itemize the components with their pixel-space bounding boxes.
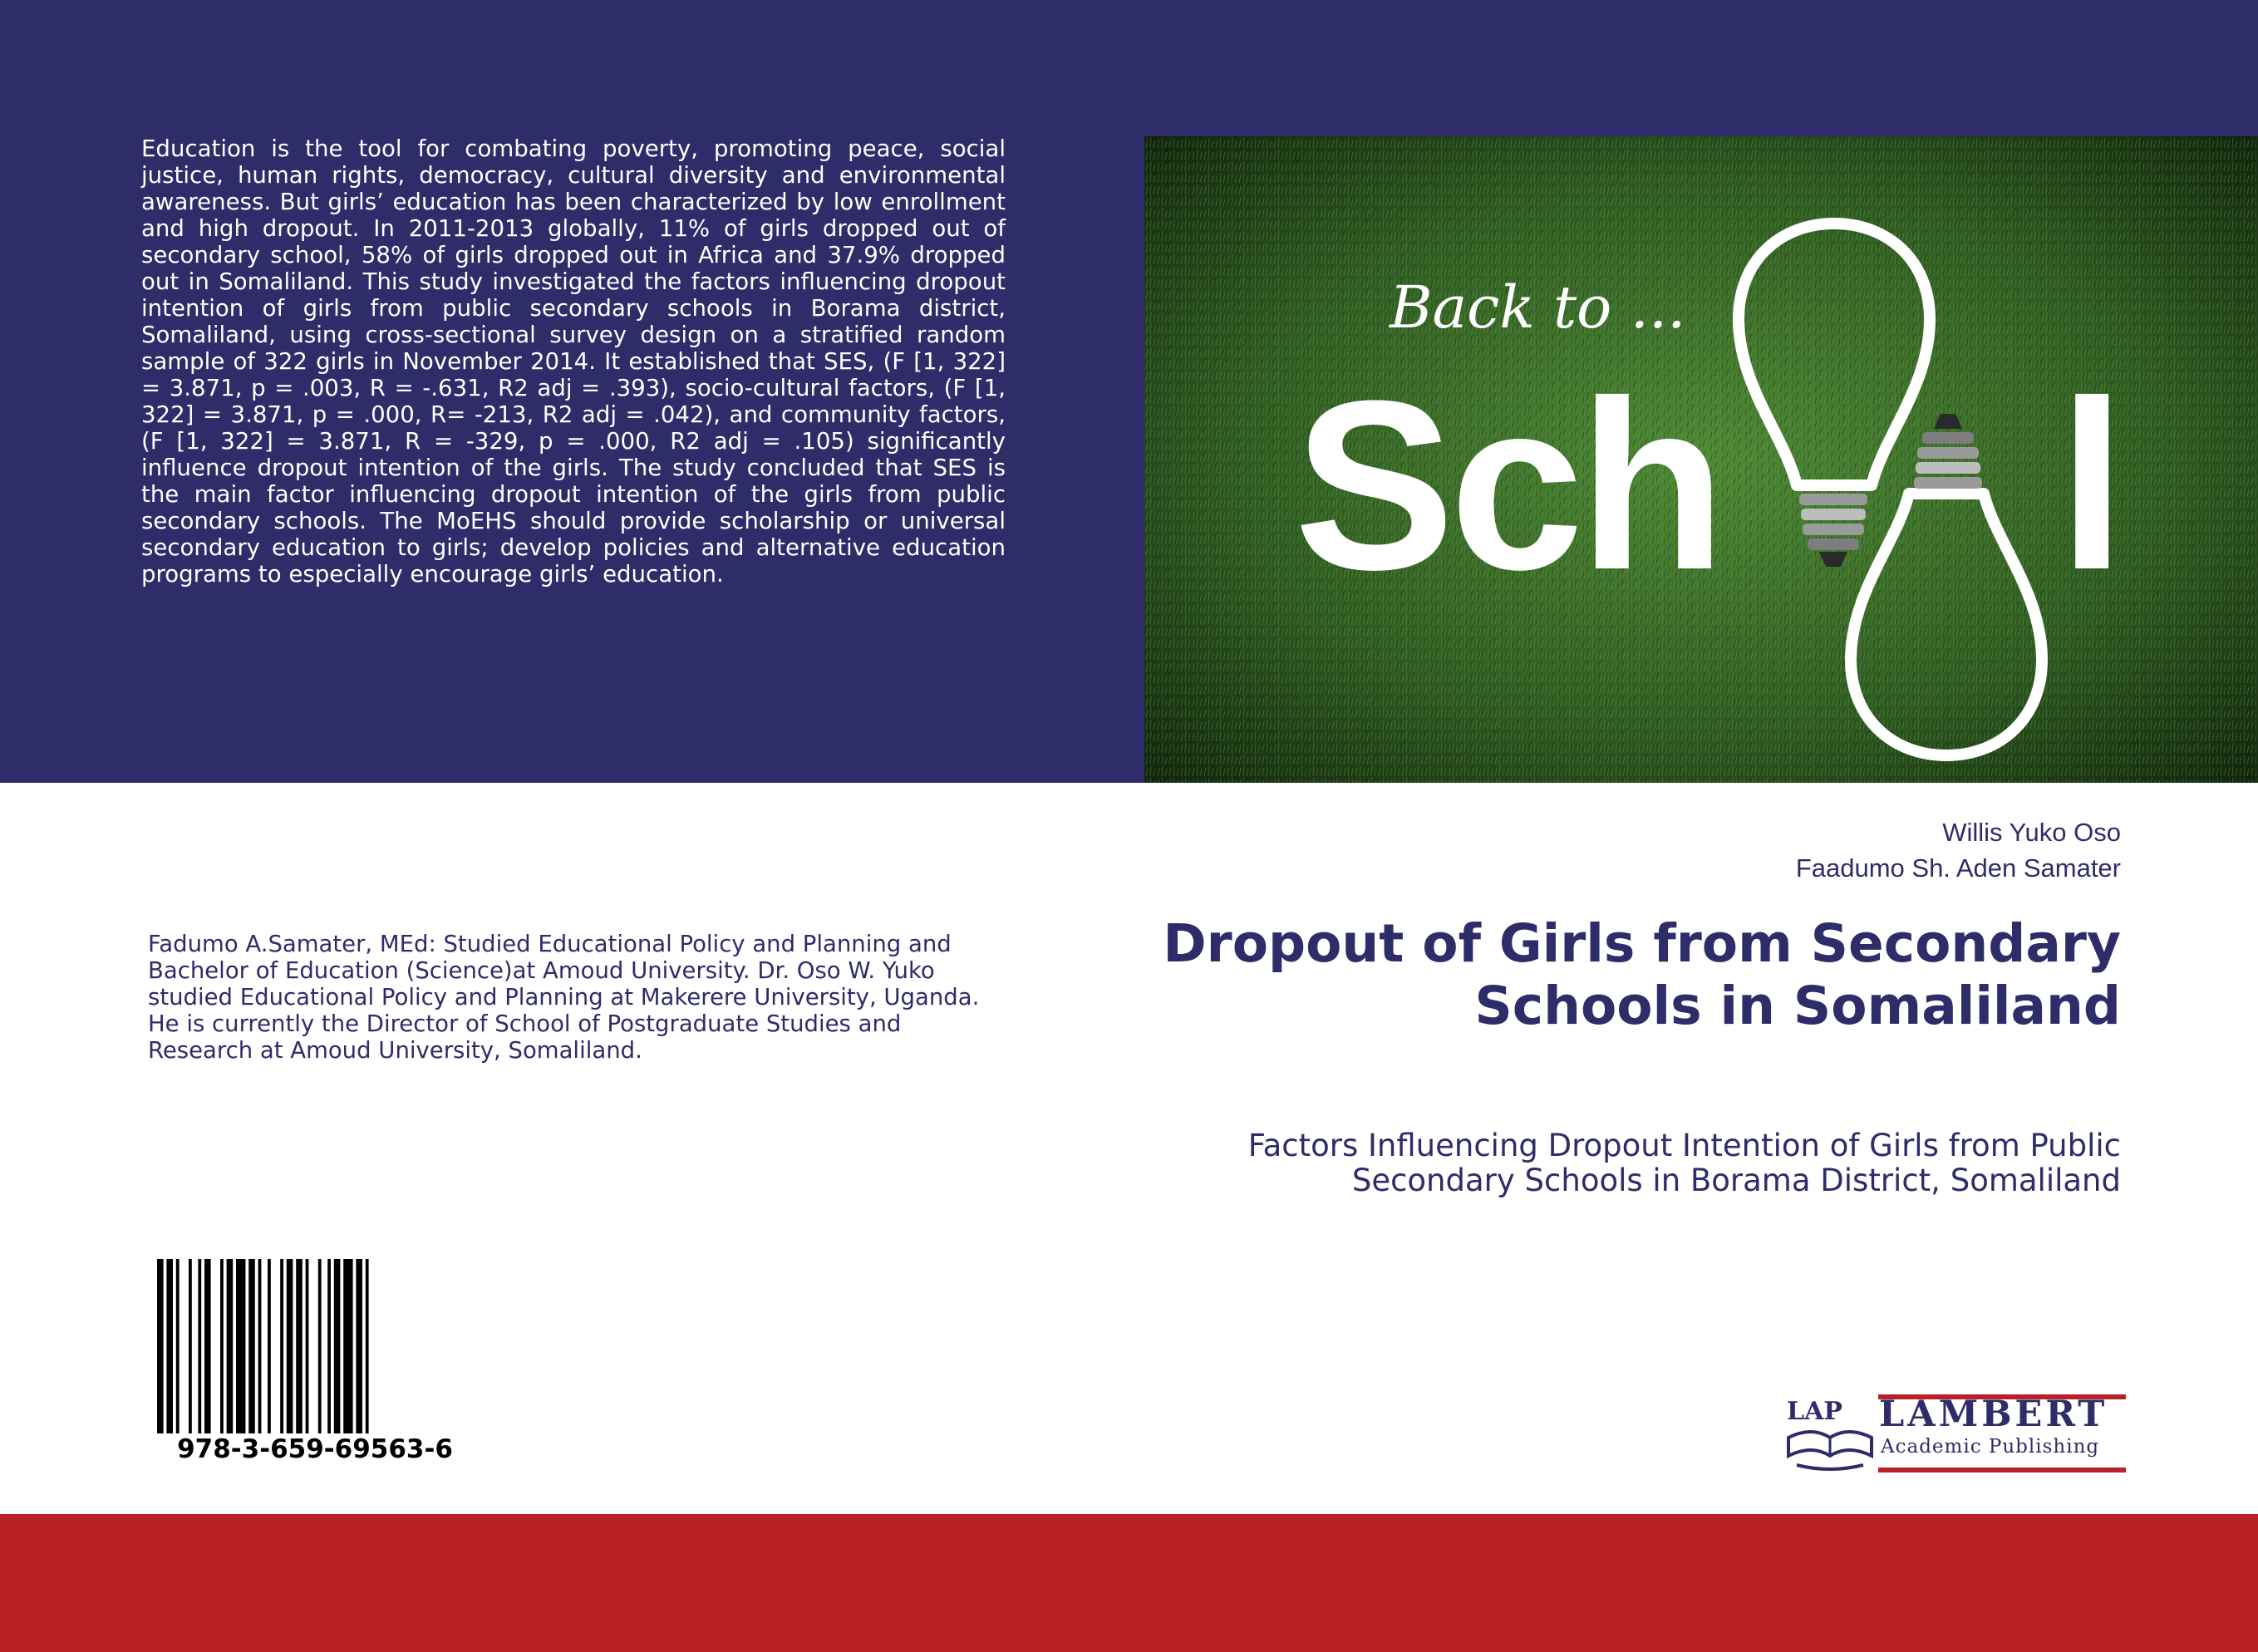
school-word-start: Sch xyxy=(1294,351,1721,620)
barcode-bar xyxy=(296,1259,303,1433)
author-names xyxy=(1796,814,2121,886)
book-subtitle: Factors Influencing Dropout Intention of Girls from Public Secondary Schools in Borama District, Somaliland xyxy=(1247,1128,2121,1198)
author-name: Faadumo Sh. Aden Samater xyxy=(1795,853,2121,883)
school-word-end: l xyxy=(2059,351,2126,620)
barcode-bar xyxy=(157,1259,164,1433)
barcode-bar xyxy=(248,1259,255,1433)
barcode-bar xyxy=(343,1259,352,1433)
book-title: Dropout of Girls from Secondary Schools in Somaliland xyxy=(1163,913,2121,1036)
barcode-bar xyxy=(236,1259,245,1433)
isbn-number: 978-3-659-69563-6 xyxy=(177,1434,453,1464)
lap-emblem-text: LAP xyxy=(1787,1397,1842,1426)
barcode xyxy=(157,1259,473,1433)
barcode-bar xyxy=(268,1259,271,1433)
bottom-red-band xyxy=(0,1514,2258,1652)
barcode-bar xyxy=(166,1259,173,1433)
barcode-bar xyxy=(287,1259,293,1433)
barcode-bar xyxy=(227,1259,234,1433)
barcode-bar xyxy=(334,1259,341,1433)
publisher-subname: Academic Publishing xyxy=(1881,1436,2100,1458)
barcode-bar xyxy=(258,1259,262,1433)
barcode-bar xyxy=(318,1259,322,1433)
barcode-bar xyxy=(366,1259,369,1433)
barcode-bar xyxy=(176,1259,180,1433)
barcode-bar xyxy=(198,1259,201,1433)
back-to-script: Back to ... xyxy=(1390,273,1686,342)
author-bio: Fadumo A.Samater, MEd: Studied Educational Policy and Planning and Bachelor of Education (Science)at Amoud University. Dr. Oso W. Yuko studied Educational Policy and Planning at Makerere University, Uganda. He is currently the Director of School of Postgraduate Studies and Research at Amoud University, Somaliland. xyxy=(148,931,980,1064)
barcode-bar xyxy=(306,1259,309,1433)
cover-image-grass-school xyxy=(1144,136,2258,783)
barcode-bar xyxy=(356,1259,362,1433)
barcode-bar xyxy=(327,1259,331,1433)
barcode-bar xyxy=(189,1259,192,1433)
barcode-bar xyxy=(220,1259,224,1433)
author-name: Willis Yuko Oso xyxy=(1942,818,2121,847)
barcode-bar xyxy=(204,1259,211,1433)
barcode-bar xyxy=(280,1259,283,1433)
publisher-name: LAMBERT xyxy=(1879,1394,2108,1435)
back-cover-blurb: Education is the tool for combating poverty, promoting peace, social justice, human rights, democracy, cultural diversity and environmental awareness. But girls’ education has been characterized by low enrollment and high dropout. In 2011-2013 globally, 11% of girls dropped out of secondary school, 58% of girls dropped out in Africa and 37.9% dropped out in Somaliland. This study investigated the factors influencing dropout intention of girls from public secondary schools in Borama district, Somaliland, using cross-sectional survey design on a stratified random sample of 322 girls in November 2014. It established that SES, (F [1, 322] = 3.871, p = .003, R = -.631, R2 adj = .393), socio-cultural factors, (F [1, 322] = 3.871, p = .000, R= -213, R2 adj = .042), and community factors, (F [1, 322] = 3.871, R = -329, p = .000, R2 adj = .105) significantly influence dropout intention of the girls. The study concluded that SES is the main factor influencing dropout intention of the girls from public secondary schools. The MoEHS should provide scholarship or universal secondary education to girls; develop policies and alternative education programs to especially encourage girls’ education. xyxy=(141,135,1006,588)
